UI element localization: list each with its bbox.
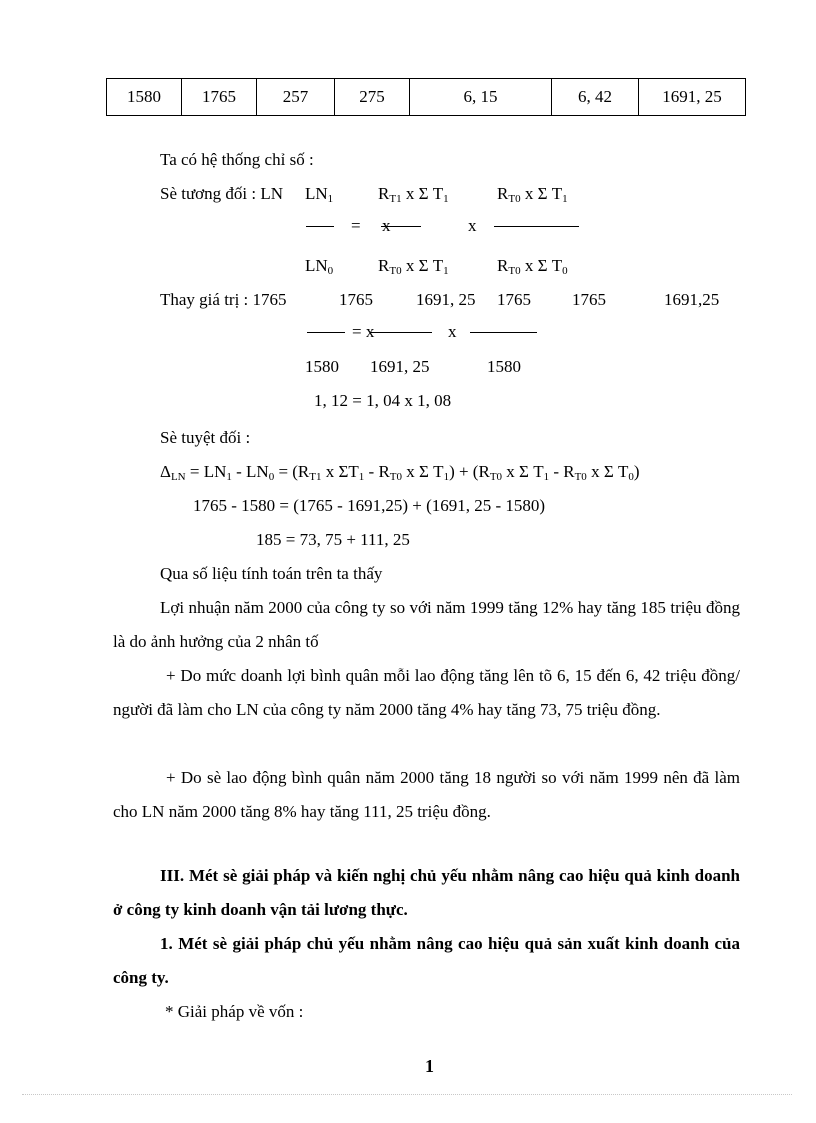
relative-den-1: $LN_0$: [305, 256, 334, 277]
relative-den-3: $R_{T0}$ x Σ $T_0$: [497, 256, 568, 277]
substitute-den: 1580: [487, 357, 521, 376]
relative-num-3: $R_{T0}$ x Σ $T_1$: [497, 184, 568, 205]
table-cell: 1580: [107, 79, 182, 116]
fraction-bar: [470, 332, 537, 333]
substitute-den: 1580: [305, 357, 339, 376]
absolute-formula: $\Delta_{LN} = LN_1 - LN_0 = (R_{T1}$ x $\Sigma T_1 - R_{T0}$ x Σ $T_1) + (R_{T0}$ x Σ $T_1 - R_{T0}$ x Σ $T_0$): [160, 462, 640, 483]
times-sign: x: [448, 322, 457, 341]
table-cell: 257: [257, 79, 335, 116]
substitute-den: 1691, 25: [370, 357, 430, 376]
body-paragraph: + Do mức doanh lợi bình quân mỗi lao động tăng lên tõ 6, 15 đến 6, 42 triệu đồng/ người đã làm cho LN của công ty năm 2000 tăng 4% hay tăng 73, 75 triệu đồng.: [113, 666, 740, 719]
table-cell: 275: [335, 79, 410, 116]
absolute-line-3: 185 = 73, 75 + 111, 25: [256, 530, 410, 549]
table-cell: 1691, 25: [639, 79, 746, 116]
times-sign: x: [468, 216, 477, 235]
page-number: 1: [425, 1056, 434, 1076]
equals-times: = x: [352, 322, 375, 341]
substitute-result: 1, 12 = 1, 04 x 1, 08: [314, 391, 452, 410]
page-footer-divider: [22, 1094, 792, 1095]
body-paragraph: + Do sè lao động bình quân năm 2000 tăng 18 người so với năm 1999 nên đã làm cho LN năm 2000 tăng 8% hay tăng 111, 25 triệu đồng.: [113, 768, 740, 821]
table-cell: 6, 15: [410, 79, 552, 116]
substitute-value: 1691,25: [664, 290, 720, 309]
table-cell: 6, 42: [552, 79, 639, 116]
equals-sign: =: [351, 216, 361, 235]
fraction-bar: [494, 226, 579, 227]
substitute-value: 1765: [339, 290, 373, 309]
substitute-label: Thay giá trị : 1765: [160, 290, 287, 309]
absolute-label: Sè tuyệt đối :: [160, 428, 251, 447]
relative-num-1: $LN_1$: [305, 184, 334, 205]
fraction-bar: [370, 332, 432, 333]
bullet-item: * Giải pháp về vốn :: [165, 1002, 304, 1021]
relative-den-2: $R_{T0}$ x Σ $T_1$: [378, 256, 449, 277]
times-sign: x: [382, 216, 391, 235]
section-subheading: 1. Mét sè giải pháp chủ yếu nhằm nâng cao hiệu quả sản xuất kinh doanh của công ty.: [113, 934, 740, 987]
data-table: [106, 78, 746, 116]
substitute-value: 1691, 25: [416, 290, 476, 309]
table-row: [107, 79, 746, 116]
substitute-value: 1765: [497, 290, 531, 309]
fraction-bar: [306, 226, 334, 227]
body-paragraph: Qua số liệu tính toán trên ta thấy: [160, 564, 383, 583]
intro-text: Ta có hệ thống chỉ số :: [160, 150, 314, 169]
relative-num-2: $R_{T1}$ x Σ $T_1$: [378, 184, 449, 205]
substitute-value: 1765: [572, 290, 606, 309]
relative-label: Sè tương đối : LN: [160, 184, 284, 203]
table-cell: 1765: [182, 79, 257, 116]
body-paragraph: Lợi nhuận năm 2000 của công ty so với năm 1999 tăng 12% hay tăng 185 triệu đồng là do ảnh hưởng của 2 nhân tố: [113, 598, 740, 651]
section-heading: III. Mét sè giải pháp và kiến nghị chủ yếu nhằm nâng cao hiệu quả kinh doanh ở công ty kinh doanh vận tải lương thực.: [113, 866, 740, 919]
absolute-line-2: 1765 - 1580 = (1765 - 1691,25) + (1691, 25 - 1580): [193, 496, 546, 515]
fraction-bar: [307, 332, 345, 333]
